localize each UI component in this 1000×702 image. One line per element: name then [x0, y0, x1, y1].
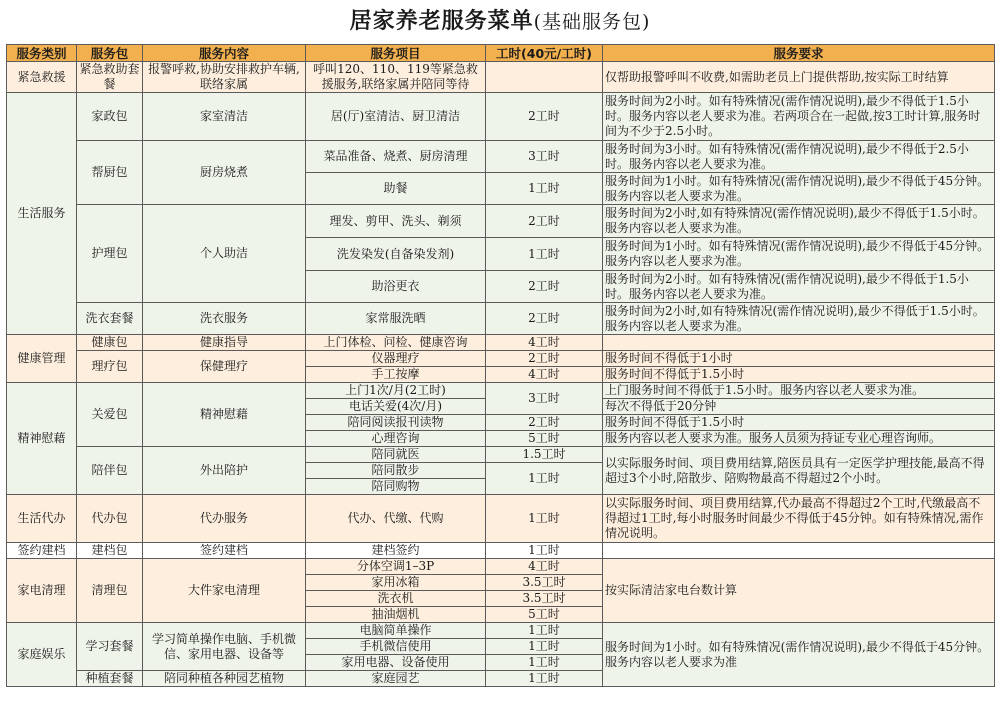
- requirement-cell: 按实际清洁家电台数计算: [603, 559, 995, 623]
- item-cell: 上门1次/月(2工时): [306, 383, 486, 399]
- hours-cell: 3.5工时: [486, 575, 603, 591]
- content-cell: 签约建档: [143, 543, 306, 559]
- content-cell: 精神慰藉: [143, 383, 306, 447]
- hours-cell: 2工时: [486, 205, 603, 238]
- package-cell: 家政包: [77, 93, 143, 141]
- requirement-cell: 服务时间不得低于1.5小时: [603, 367, 995, 383]
- hours-cell: 1工时: [486, 655, 603, 671]
- requirement-cell: 服务时间为1小时。如有特殊情况(需作情况说明),最少不得低于45分钟。服务内容以老人要求为准: [603, 623, 995, 687]
- table-row: [7, 495, 995, 543]
- hours-cell: 3工时: [486, 141, 603, 173]
- content-cell: 陪同种植各种园艺植物: [143, 671, 306, 687]
- table-row: [7, 141, 995, 173]
- item-cell: 呼叫120、110、119等紧急救援服务,联络家属并陪同等待: [306, 62, 486, 93]
- item-cell: 手机微信使用: [306, 639, 486, 655]
- hours-cell: 1.5工时: [486, 447, 603, 463]
- title-sub: (基础服务包): [533, 11, 651, 33]
- hours-cell: 5工时: [486, 431, 603, 447]
- table-row: [7, 93, 995, 141]
- item-cell: 电话关爱(4次/月): [306, 399, 486, 415]
- requirement-cell: 每次不得低于20分钟: [603, 399, 995, 415]
- hours-cell: 1工时: [486, 671, 603, 687]
- hours-cell: 5工时: [486, 607, 603, 623]
- package-cell: 关爱包: [77, 383, 143, 447]
- content-cell: 厨房烧煮: [143, 141, 306, 205]
- content-cell: 保健理疗: [143, 351, 306, 383]
- package-cell: 护理包: [77, 205, 143, 303]
- category-cell: 生活服务: [7, 93, 77, 335]
- header-package: 服务包: [77, 45, 143, 62]
- header-requirement: 服务要求: [603, 45, 995, 62]
- content-cell: 报警呼救,协助安排救护车辆,联络家属: [143, 62, 306, 93]
- requirement-cell: 服务时间为2小时,如有特殊情况(需作情况说明),最少不得低于1.5小时。服务内容以老人要求为准。: [603, 303, 995, 335]
- item-cell: 陪同阅读报刊读物: [306, 415, 486, 431]
- hours-cell: 1工时: [486, 238, 603, 271]
- item-cell: 助浴更衣: [306, 271, 486, 303]
- hours-cell: [486, 62, 603, 93]
- requirement-cell: [603, 335, 995, 351]
- table-row: [7, 559, 995, 575]
- page-title: [0, 0, 1000, 44]
- hours-cell: 1工时: [486, 623, 603, 639]
- package-cell: 建档包: [77, 543, 143, 559]
- package-cell: 清理包: [77, 559, 143, 623]
- item-cell: 建档签约: [306, 543, 486, 559]
- hours-cell: 2工时: [486, 303, 603, 335]
- package-cell: 紧急救助套餐: [77, 62, 143, 93]
- table-row: [7, 62, 995, 93]
- package-cell: 帮厨包: [77, 141, 143, 205]
- package-cell: 健康包: [77, 335, 143, 351]
- header-content: 服务内容: [143, 45, 306, 62]
- requirement-cell: 仅帮助报警呼叫不收费,如需助老员上门提供帮助,按实际工时结算: [603, 62, 995, 93]
- table-row: [7, 623, 995, 639]
- hours-cell: 4工时: [486, 559, 603, 575]
- item-cell: 助餐: [306, 173, 486, 205]
- requirement-cell: 服务时间为3小时。如有特殊情况(需作情况说明),最少不得低于2.5小时。服务内容以老人要求为准。: [603, 141, 995, 173]
- hours-cell: 4工时: [486, 367, 603, 383]
- item-cell: 洗发染发(自备染发剂): [306, 238, 486, 271]
- table-row: [7, 303, 995, 335]
- requirement-cell: 上门服务时间不得低于1.5小时。服务内容以老人要求为准。: [603, 383, 995, 399]
- hours-cell: 1工时: [486, 463, 603, 495]
- item-cell: 洗衣机: [306, 591, 486, 607]
- requirement-cell: 以实际服务时间、项目费用结算,陪医员具有一定医学护理技能,最高不得超过3个小时,陪散步、陪购物最高不得超过2个小时。: [603, 447, 995, 495]
- package-cell: 陪伴包: [77, 447, 143, 495]
- header-row: [7, 45, 995, 62]
- category-cell: 精神慰藉: [7, 383, 77, 495]
- item-cell: 代办、代缴、代购: [306, 495, 486, 543]
- table-row: [7, 335, 995, 351]
- hours-cell: 2工时: [486, 271, 603, 303]
- content-cell: 洗衣服务: [143, 303, 306, 335]
- item-cell: 家常服洗晒: [306, 303, 486, 335]
- package-cell: 种植套餐: [77, 671, 143, 687]
- item-cell: 仪器理疗: [306, 351, 486, 367]
- item-cell: 陪同就医: [306, 447, 486, 463]
- category-cell: 签约建档: [7, 543, 77, 559]
- package-cell: 学习套餐: [77, 623, 143, 671]
- requirement-cell: 服务时间为1小时。如有特殊情况(需作情况说明),最少不得低于45分钟。服务内容以老人要求为准。: [603, 238, 995, 271]
- item-cell: 家用电器、设备使用: [306, 655, 486, 671]
- item-cell: 心理咨询: [306, 431, 486, 447]
- package-cell: 代办包: [77, 495, 143, 543]
- item-cell: 家庭园艺: [306, 671, 486, 687]
- item-cell: 陪同散步: [306, 463, 486, 479]
- hours-cell: 1工时: [486, 639, 603, 655]
- hours-cell: 1工时: [486, 173, 603, 205]
- table-row: [7, 383, 995, 399]
- hours-cell: 1工时: [486, 543, 603, 559]
- content-cell: 大件家电清理: [143, 559, 306, 623]
- hours-cell: 2工时: [486, 351, 603, 367]
- item-cell: 居(厅)室清洁、厨卫清洁: [306, 93, 486, 141]
- item-cell: 理发、剪甲、洗头、剃须: [306, 205, 486, 238]
- requirement-cell: 服务时间不得低于1小时: [603, 351, 995, 367]
- requirement-cell: 服务时间不得低于1.5小时: [603, 415, 995, 431]
- requirement-cell: 服务时间为2小时,如有特殊情况(需作情况说明),最少不得低于1.5小时。服务内容以老人要求为准。: [603, 205, 995, 238]
- item-cell: 陪同购物: [306, 479, 486, 495]
- content-cell: 家室清洁: [143, 93, 306, 141]
- service-menu-table: [6, 44, 995, 687]
- table-row: [7, 205, 995, 238]
- hours-cell: 1工时: [486, 495, 603, 543]
- category-cell: 健康管理: [7, 335, 77, 383]
- hours-cell: 3.5工时: [486, 591, 603, 607]
- item-cell: 抽油烟机: [306, 607, 486, 623]
- item-cell: 电脑简单操作: [306, 623, 486, 639]
- content-cell: 健康指导: [143, 335, 306, 351]
- content-cell: 个人助洁: [143, 205, 306, 303]
- item-cell: 上门体检、问检、健康咨询: [306, 335, 486, 351]
- requirement-cell: 服务时间为1小时。如有特殊情况(需作情况说明),最少不得低于45分钟。服务内容以老人要求为准。: [603, 173, 995, 205]
- header-category: 服务类别: [7, 45, 77, 62]
- requirement-cell: 以实际服务时间、项目费用结算,代办最高不得超过2个工时,代缴最高不得超过1工时,每小时服务时间最少不得低于45分钟。如有特殊情况,需作情况说明。: [603, 495, 995, 543]
- hours-cell: 2工时: [486, 415, 603, 431]
- content-cell: 外出陪护: [143, 447, 306, 495]
- content-cell: 代办服务: [143, 495, 306, 543]
- hours-cell: 4工时: [486, 335, 603, 351]
- table-row: [7, 447, 995, 463]
- requirement-cell: 服务时间为2小时。如有特殊情况(需作情况说明),最少不得低于1.5小时。服务内容以老人要求为准。若两项合在一起做,按3工时计算,服务时间为不少于2.5小时。: [603, 93, 995, 141]
- hours-cell: 3工时: [486, 383, 603, 415]
- table-row: [7, 543, 995, 559]
- category-cell: 紧急救援: [7, 62, 77, 93]
- item-cell: 菜品准备、烧煮、厨房清理: [306, 141, 486, 173]
- header-item: 服务项目: [306, 45, 486, 62]
- requirement-cell: 服务内容以老人要求为准。服务人员须为持证专业心理咨询师。: [603, 431, 995, 447]
- requirement-cell: 服务时间为2小时。如有特殊情况(需作情况说明),最少不得低于1.5小时。服务内容以老人要求为准。: [603, 271, 995, 303]
- content-cell: 学习简单操作电脑、手机微信、家用电器、设备等: [143, 623, 306, 671]
- package-cell: 理疗包: [77, 351, 143, 383]
- category-cell: 家电清理: [7, 559, 77, 623]
- item-cell: 分体空调1–3P: [306, 559, 486, 575]
- item-cell: 家用冰箱: [306, 575, 486, 591]
- package-cell: 洗衣套餐: [77, 303, 143, 335]
- category-cell: 家庭娱乐: [7, 623, 77, 687]
- title-main: 居家养老服务菜单: [349, 9, 534, 34]
- hours-cell: 2工时: [486, 93, 603, 141]
- header-hours: 工时(40元/工时): [486, 45, 603, 62]
- requirement-cell: [603, 543, 995, 559]
- item-cell: 手工按摩: [306, 367, 486, 383]
- table-row: [7, 351, 995, 367]
- category-cell: 生活代办: [7, 495, 77, 543]
